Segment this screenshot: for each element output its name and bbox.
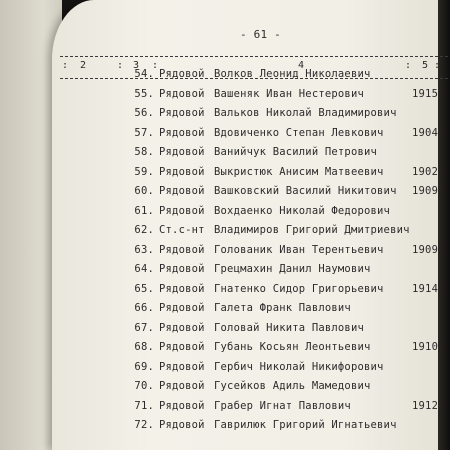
row-number: 63.	[134, 243, 154, 256]
column-header-3: 3	[133, 60, 140, 71]
row-year: 1902	[412, 165, 439, 178]
row-name: Вальков Николай Владимирович	[214, 107, 397, 119]
table-row	[0, 283, 450, 301]
row-number: 65.	[134, 282, 154, 295]
row-rank: Рядовой	[159, 341, 205, 353]
row-name: Гнатенко Сидор Григорьевич	[214, 282, 384, 295]
row-year: 1909	[412, 243, 439, 256]
column-separator: :	[117, 60, 124, 71]
row-name: Вашеняк Иван Нестерович	[214, 87, 364, 100]
row-number: 56.	[134, 107, 154, 119]
row-rank: Рядовой	[159, 165, 205, 178]
row-rank: Рядовой	[159, 126, 205, 139]
table-row	[0, 127, 450, 145]
row-name: Гербич Николай Никифорович	[214, 360, 384, 373]
row-number: 70.	[134, 380, 154, 392]
table-header-top-rule	[60, 56, 448, 57]
row-name: Ванийчук Василий Петрович	[214, 146, 378, 158]
row-rank: Рядовой	[159, 419, 205, 431]
column-header-4: 4	[298, 60, 305, 71]
column-separator: :	[152, 60, 159, 71]
table-row	[0, 302, 450, 320]
row-number: 66.	[134, 302, 154, 314]
row-rank: Рядовой	[159, 321, 205, 334]
row-name: Грецмахин Данил Наумович	[214, 263, 371, 275]
row-year: 1915	[412, 87, 439, 100]
table-row	[0, 361, 450, 379]
row-name: Гусейков Адиль Мамедович	[214, 380, 371, 392]
row-number: 61.	[134, 204, 154, 217]
row-number: 64.	[134, 263, 154, 275]
row-number: 58.	[134, 146, 154, 158]
table-row	[0, 224, 450, 242]
row-number: 72.	[134, 419, 154, 431]
row-number: 62.	[134, 224, 154, 236]
row-rank: Рядовой	[159, 399, 205, 412]
row-year: 1914	[412, 282, 439, 295]
table-row	[0, 185, 450, 203]
row-rank: Рядовой	[159, 68, 205, 80]
row-rank: Рядовой	[159, 282, 205, 295]
table-row	[0, 146, 450, 164]
table-row	[0, 419, 450, 437]
column-separator: :	[62, 60, 69, 71]
row-year: 1909	[412, 185, 439, 197]
row-rank: Рядовой	[159, 107, 205, 119]
row-rank: Рядовой	[159, 146, 205, 158]
row-rank: Рядовой	[159, 263, 205, 275]
table-row	[0, 322, 450, 340]
row-rank: Рядовой	[159, 302, 205, 314]
row-name: Вашковский Василий Никитович	[214, 185, 397, 197]
row-rank: Рядовой	[159, 185, 205, 197]
row-name: Вдовиченко Степан Левкович	[214, 126, 384, 139]
row-rank: Рядовой	[159, 87, 205, 100]
table-row	[0, 68, 450, 86]
row-number: 67.	[134, 321, 154, 334]
row-name: Вохдаенко Николай Федорович	[214, 204, 391, 217]
row-number: 54.	[134, 68, 154, 80]
row-rank: Рядовой	[159, 243, 205, 256]
row-name: Голованик Иван Терентьевич	[214, 243, 384, 256]
row-number: 68.	[134, 341, 154, 353]
row-year: 1910	[412, 341, 439, 353]
table-row	[0, 88, 450, 106]
row-name: Грабер Игнат Павлович	[214, 399, 351, 412]
column-separator: :	[405, 60, 412, 71]
row-number: 60.	[134, 185, 154, 197]
row-name: Волков Леонид Николаевич	[214, 68, 371, 80]
row-rank: Рядовой	[159, 204, 205, 217]
row-number: 69.	[134, 360, 154, 373]
table-row	[0, 341, 450, 359]
row-rank: Ст.с-нт	[159, 224, 205, 236]
table-row	[0, 380, 450, 398]
row-name: Губань Косьян Леонтьевич	[214, 341, 371, 353]
row-name: Головай Никита Павлович	[214, 321, 364, 334]
column-header-5: 5	[422, 60, 429, 71]
table-row	[0, 244, 450, 262]
column-separator: :	[434, 60, 441, 71]
row-number: 57.	[134, 126, 154, 139]
row-rank: Рядовой	[159, 380, 205, 392]
page-number: - 61 -	[240, 28, 281, 41]
row-name: Галета Франк Павлович	[214, 302, 351, 314]
row-year: 1912	[412, 399, 439, 412]
table-row	[0, 400, 450, 418]
column-header-2: 2	[80, 60, 87, 71]
row-rank: Рядовой	[159, 360, 205, 373]
row-number: 71.	[134, 399, 154, 412]
table-row	[0, 166, 450, 184]
row-number: 55.	[134, 87, 154, 100]
row-name: Гаврилюк Григорий Игнатьевич	[214, 419, 397, 431]
table-row	[0, 205, 450, 223]
table-row	[0, 107, 450, 125]
row-name: Выкристюк Анисим Матвеевич	[214, 165, 384, 178]
row-number: 59.	[134, 165, 154, 178]
table-row	[0, 263, 450, 281]
row-year: 1904	[412, 126, 439, 139]
row-name: Владимиров Григорий Дмитриевич	[214, 224, 410, 236]
